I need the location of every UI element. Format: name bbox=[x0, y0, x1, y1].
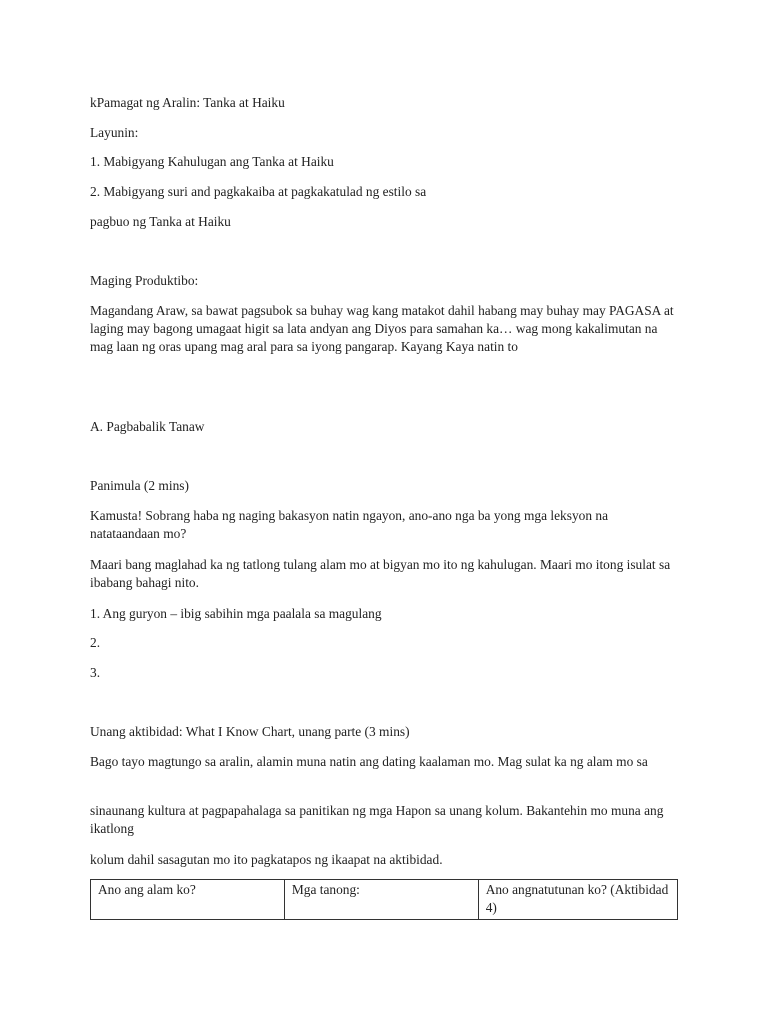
objectives-label: Layunin: bbox=[90, 125, 139, 140]
intro-item-2: 2. bbox=[90, 635, 101, 650]
activity-1-paragraph-3: kolum dahil sasagutan mo ito pagkatapos ng ikaapat na aktibidad. bbox=[90, 852, 443, 867]
chart-header-learned: Ano angnatutunan ko? (Aktibidad 4) bbox=[478, 880, 677, 920]
objective-2-continued: pagbuo ng Tanka at Haiku bbox=[90, 214, 231, 229]
activity-1-heading: Unang aktibidad: What I Know Chart, unang parte (3 mins) bbox=[90, 724, 410, 739]
what-i-know-chart bbox=[90, 879, 678, 920]
intro-paragraph-1: Kamusta! Sobrang haba ng naging bakasyon natin ngayon, ano-ano nga ba yong mga leksyon na natataandaan mo? bbox=[90, 508, 609, 541]
section-a-heading: A. Pagbabalik Tanaw bbox=[90, 419, 205, 434]
intro-paragraph-2: Maari bang maglahad ka ng tatlong tulang alam mo at bigyan mo ito ng kahulugan. Maari mo itong isulat sa ibabang bahagi nito. bbox=[90, 557, 671, 590]
activity-1-paragraph-1: Bago tayo magtungo sa aralin, alamin muna natin ang dating kaalaman mo. Mag sulat ka ng alam mo sa bbox=[90, 754, 648, 769]
productive-message: Magandang Araw, sa bawat pagsubok sa buhay wag kang matakot dahil habang may buhay may PAGASA at laging may bagong umagaat higit sa lata andyan ang Diyos para samahan ka… wag mong kakalimutan na mag laan ng oras upang mag aral para sa iyong pangarap. Kayang Kaya natin to bbox=[90, 303, 674, 354]
intro-item-3: 3. bbox=[90, 665, 101, 680]
objective-2: 2. Mabigyang suri and pagkakaiba at pagkakatulad ng estilo sa bbox=[90, 184, 427, 199]
activity-1-paragraph-2: sinaunang kultura at pagpapahalaga sa panitikan ng mga Hapon sa unang kolum. Bakantehin mo muna ang ikatlong bbox=[90, 803, 664, 836]
chart-header-questions: Mga tanong: bbox=[284, 880, 478, 920]
intro-item-1: 1. Ang guryon – ibig sabihin mga paalala sa magulang bbox=[90, 606, 382, 621]
productive-heading: Maging Produktibo: bbox=[90, 273, 199, 288]
intro-heading: Panimula (2 mins) bbox=[90, 478, 189, 493]
objective-1: 1. Mabigyang Kahulugan ang Tanka at Haiku bbox=[90, 154, 334, 169]
lesson-title: kPamagat ng Aralin: Tanka at Haiku bbox=[90, 95, 285, 110]
chart-header-row bbox=[91, 880, 678, 920]
chart-header-known: Ano ang alam ko? bbox=[91, 880, 285, 920]
